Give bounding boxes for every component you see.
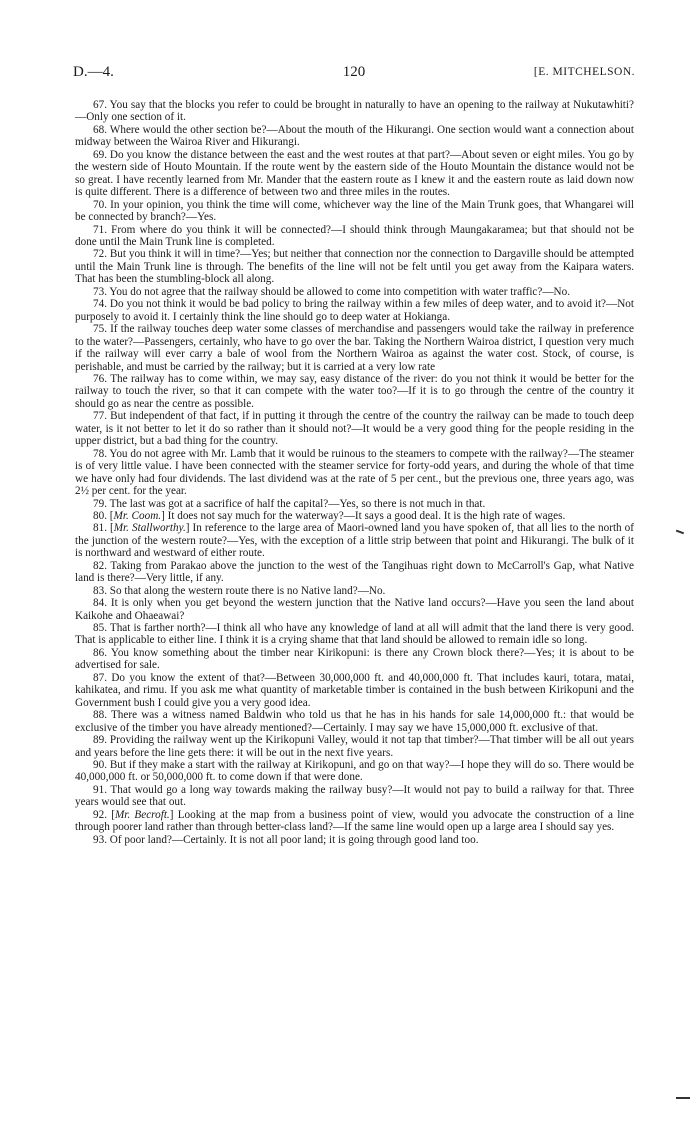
question-80: [75, 510, 634, 522]
speaker-name: Mr. Stallworthy.: [113, 522, 186, 535]
question-78: 78. You do not agree with Mr. Lamb that it would be ruinous to the steamers to compete with the railway?—The steamer is of very little value. I have been connected with the steamer service for forty-odd years, and during the whole of that time we have only had four dividends. The last dividend was at the rate of 5 per cent., but the previous one, three years ago, was 2½ per cent. for the year.: [75, 447, 634, 498]
question-86: 86. You know something about the timber near Kirikopuni: is there any Crown block there?—Yes; it is about to be advertised for sale.: [75, 646, 634, 672]
margin-mark: [676, 1097, 690, 1099]
question-71: 71. From where do you think it will be connected?—I should think through Maungakaramea; but that should not be done until the Main Trunk line is completed.: [75, 223, 634, 248]
question-88: 88. There was a witness named Baldwin who told us that he has in his hands for sale 14,000,000 ft.: that would be exclusive of the timber you have already mentioned?—Certainly. I may say we have 15,000,000 ft. exclusive of that.: [75, 709, 634, 734]
question-83: 83. So that along the western route there is no Native land?—No.: [93, 584, 386, 597]
question-77: 77. But independent of that fact, if in putting it through the centre of the country the railway can be made to touch deep water, is it not better to let it do so rather than it should not?—It would be a very good thing for the people residing in the upper district, but a bad thing for the country.: [75, 410, 634, 448]
question-number: 81. [: [93, 522, 114, 535]
question-number: 80. [: [93, 509, 114, 522]
question-82: 82. Taking from Parakao above the junction to the west of the Tangihuas right down to McCarroll's Gap, what Native land is there?—Very little, if any.: [75, 559, 634, 585]
question-89: 89. Providing the railway went up the Kirikopuni Valley, would it not tap that timber?—That timber will be all out years and years before the line gets there: it will be out in the next five years.: [75, 734, 634, 759]
witness-name: [E. MITCHELSON.: [533, 66, 635, 78]
speaker-name: Mr. Becroft.: [114, 808, 170, 821]
question-84: 84. It is only when you get beyond the western junction that the Native land occurs?—Have you seen the land about Kaikohe and Ohaeawai?: [75, 597, 634, 622]
question-72: 72. But you think it will in time?—Yes; but neither that connection nor the connection to Dargaville should be attempted until the Main Trunk line is through. The benefits of the line will not be felt until you get away from the Kaipara waters. That has been the stumbling-block all along.: [75, 248, 634, 286]
question-79: 79. The last was got at a sacrifice of half the capital?—Yes, so there is not much in that.: [93, 497, 486, 510]
page-header: [73, 64, 635, 84]
question-67: 67. You say that the blocks you refer to could be brought in naturally to have an opening to the railway at Nukutawhiti?—Only one section of it.: [75, 99, 634, 124]
document-reference: D.—4.: [73, 64, 114, 80]
question-70: 70. In your opinion, you think the time will come, whichever way the line of the Main Trunk goes, that Whangarei will be connected by branch?—Yes.: [75, 198, 634, 224]
speaker-name: Mr. Coom.: [113, 509, 162, 522]
question-81: [75, 522, 634, 559]
question-85: 85. That is farther north?—I think all who have any knowledge of land at all will admit that the land there is very good. That is applicable to either line. I think it is a crying shame that that land should be allowed to remain idle so long.: [75, 622, 634, 647]
question-text: ] In reference to the large area of Maori-owned land you have spoken of, that all lies to the north of the junction of the western route?—Yes, with the exception of a little strip between that point and Hikurangi. The bulk of it is northward and westward of either route.: [75, 522, 634, 560]
question-76: 76. The railway has to come within, we may say, easy distance of the river: do you not think it would be better for the railway to touch the river, so that it can compete with the water too?—If it is to go through the centre of the country it should go as near the centre as possible.: [75, 372, 634, 410]
question-text: ] It does not say much for the waterway?—It says a good deal. It is the high rate of wages.: [161, 509, 566, 522]
page-number: 120: [342, 64, 366, 80]
question-number: 92. [: [93, 808, 115, 821]
question-text: ] Looking at the map from a business point of view, would you advocate the construction of a line through poorer land rather than through better-class land?—If the same line would open up a large area I should say yes.: [75, 808, 634, 834]
question-74: 74. Do you not think it would be bad policy to bring the railway within a few miles of deep water, and to avoid it?—Not purposely to avoid it. I certainly think the line should go to deep water at Hokianga.: [75, 298, 634, 323]
question-92: [75, 809, 634, 834]
question-90: 90. But if they make a start with the railway at Kirikopuni, and go on that way?—I hope they will do so. There would be 40,000,000 ft. or 50,000,000 ft. to come down if that were done.: [75, 759, 634, 784]
question-87: 87. Do you know the extent of that?—Between 30,000,000 ft. and 40,000,000 ft. That includes kauri, totara, matai, kahikatea, and rimu. If you ask me what quantity of marketable timber is contained in the bush between Kirikopuni and the Government bush I could give you a very good idea.: [75, 671, 634, 709]
margin-mark: [676, 530, 684, 534]
question-75: 75. If the railway touches deep water some classes of merchandise and passengers would take the railway in preference to the water?—Passengers, certainly, who have to go over the bar. Taking the Northern Wairoa district, I question very much if the railway will ever carry a bale of wool from the Northern Wairoa as against the water cost. Stock, of course, is perishable, and must be carried by the railway; but it is carried at a very low rate: [75, 323, 634, 373]
question-68: 68. Where would the other section be?—About the mouth of the Hikurangi. One section would want a connection about midway between the Wairoa River and Hikurangi.: [75, 123, 634, 149]
question-91: 91. That would go a long way towards making the railway busy?—It would not pay to build a railway for that. Three years would see that out.: [75, 783, 634, 809]
question-73: 73. You do not agree that the railway should be allowed to come into competition with water traffic?—No.: [93, 285, 571, 298]
question-93: 93. Of poor land?—Certainly. It is not all poor land; it is going through good land too.: [93, 833, 479, 846]
question-69: 69. Do you know the distance between the east and the west routes at that part?—About seven or eight miles. You go by the western side of Houto Mountain. If the route went by the eastern side of the Houto Mountain the distance would not be so great. I have recently learned from Mr. Mander that the eastern route as I knew it and the eastern route as laid down now is quite different. There is a difference of between two and three miles in the routes.: [75, 148, 634, 199]
testimony-body: [75, 99, 634, 846]
